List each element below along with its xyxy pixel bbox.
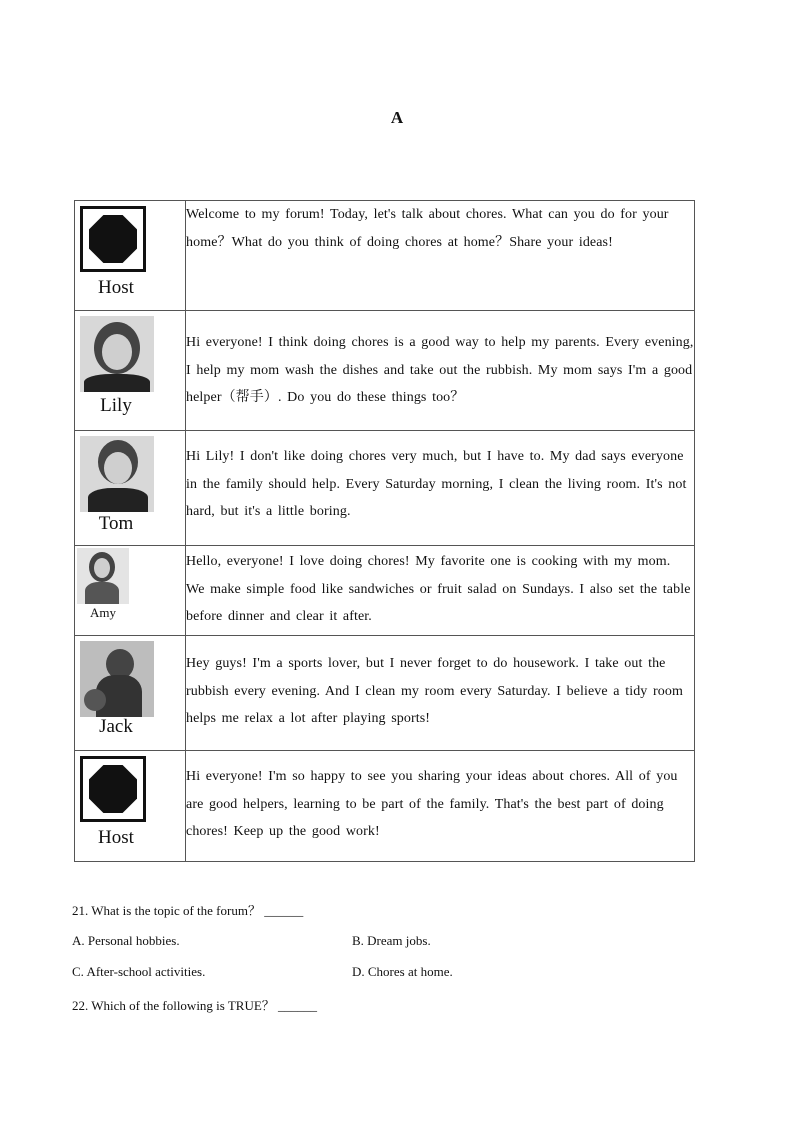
- avatar-cell: [75, 546, 186, 636]
- forum-post: [75, 751, 695, 862]
- question-stem: 22. Which of the following is TRUE？ ______: [72, 998, 318, 1013]
- post-text: Hello, everyone! I love doing chores! My favorite one is cooking with my mom. We make simple food like sandwiches or fruit salad on Sundays. I also set the table before dinner and clear it after.: [186, 546, 695, 636]
- post-text: Hey guys! I'm a sports lover, but I never forget to do housework. I take out the rubbish every evening. And I clean my room every Saturday. I believe a tidy room helps me relax a lot after playing sports!: [186, 636, 695, 751]
- forum-table: [74, 200, 695, 862]
- poster-name: Tom: [98, 513, 134, 534]
- poster-name: Lily: [100, 395, 132, 416]
- forum-post: [75, 431, 695, 546]
- forum-post: [75, 311, 695, 431]
- section-title: A: [390, 108, 404, 127]
- option-a: A. Personal hobbies.: [72, 933, 180, 948]
- poster-name: Jack: [99, 716, 133, 737]
- post-text: Hi Lily! I don't like doing chores very much, but I have to. My dad says everyone in the family should help. Every Saturday morning, I clean the living room. It's not hard, but it's a little boring.: [186, 431, 695, 546]
- forum-post: [75, 636, 695, 751]
- question-stem: 21. What is the topic of the forum？ ______: [72, 903, 304, 918]
- host-icon: [80, 756, 146, 822]
- poster-name: Host: [98, 277, 134, 298]
- option-b: B. Dream jobs.: [352, 933, 431, 948]
- girl-photo: [77, 548, 129, 604]
- boy-photo: [80, 436, 154, 512]
- option-d: D. Chores at home.: [352, 964, 453, 979]
- avatar-cell: [75, 431, 186, 546]
- poster-name: Host: [98, 827, 134, 848]
- forum-post: [75, 546, 695, 636]
- avatar-cell: [75, 751, 186, 862]
- post-text: Welcome to my forum! Today, let's talk about chores. What can you do for your home？What do you think of doing chores at home？Share your ideas!: [186, 201, 695, 311]
- post-text: Hi everyone! I'm so happy to see you sharing your ideas about chores. All of you are good helpers, learning to be part of the family. That's the best part of doing chores! Keep up the good work!: [186, 751, 695, 862]
- avatar-cell: [75, 636, 186, 751]
- avatar-cell: [75, 201, 186, 311]
- girl-photo: [80, 316, 154, 392]
- boy-photo: [80, 641, 154, 717]
- poster-name: Amy: [90, 605, 116, 620]
- host-icon: [80, 206, 146, 272]
- forum-post: [75, 201, 695, 311]
- option-c: C. After-school activities.: [72, 964, 206, 979]
- avatar-cell: [75, 311, 186, 431]
- post-text: Hi everyone! I think doing chores is a good way to help my parents. Every evening, I help my mom wash the dishes and take out the rubbish. My mom says I'm a good helper（帮手）. Do you do these things too？: [186, 311, 695, 431]
